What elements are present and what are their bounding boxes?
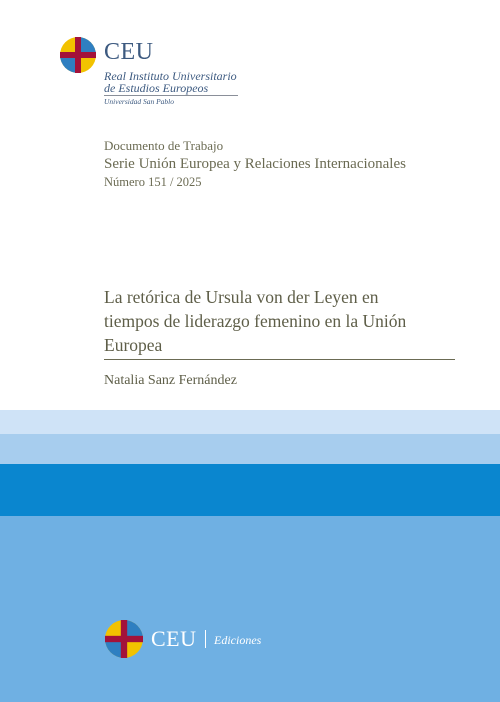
header-logo-university: Universidad San Pablo xyxy=(104,97,174,106)
author-name: Natalia Sanz Fernández xyxy=(104,373,237,388)
footer-logo-separator xyxy=(205,630,206,648)
title-line-2: tiempos de liderazgo femenino en la Unión xyxy=(104,311,407,331)
ceu-cross-emblem-icon xyxy=(105,620,143,658)
color-band-main xyxy=(0,516,500,702)
color-band-light xyxy=(0,410,500,434)
title-line-3: Europea xyxy=(104,335,163,355)
header-logo-institute-line1: Real Instituto Universitario xyxy=(104,69,237,83)
header-logo-divider xyxy=(104,95,238,96)
title-line-1: La retórica de Ursula von der Leyen en xyxy=(104,287,379,307)
footer-logo-brand: CEU xyxy=(151,626,197,651)
series-number: Número 151 / 2025 xyxy=(104,175,202,189)
title-divider xyxy=(104,359,455,360)
header-logo-institute-line2: de Estudios Europeos xyxy=(104,81,209,95)
document-title xyxy=(104,285,464,357)
footer-logo-imprint: Ediciones xyxy=(214,633,262,647)
color-band-strong xyxy=(0,464,500,516)
ceu-cross-emblem-icon xyxy=(60,37,96,73)
header-logo-brand: CEU xyxy=(104,39,154,65)
document-type: Documento de Trabajo xyxy=(104,138,224,153)
series-name: Serie Unión Europea y Relaciones Internacionales xyxy=(104,156,406,172)
color-band-pale xyxy=(0,434,500,464)
